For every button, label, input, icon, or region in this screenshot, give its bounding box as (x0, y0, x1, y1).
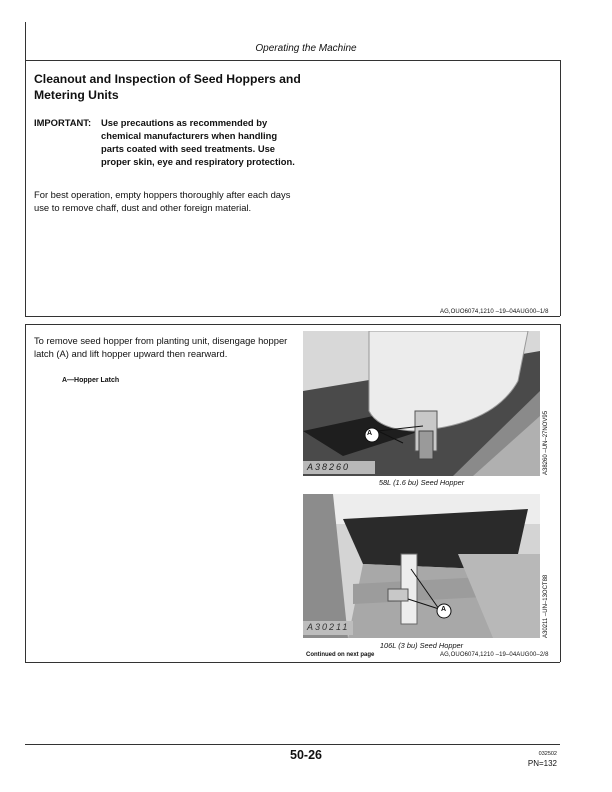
figure1-callout-label: A (367, 430, 373, 437)
page-number: 50-26 (290, 748, 322, 762)
figure2-caption: 106L (3 bu) Seed Hopper (379, 641, 464, 650)
figure-106l-seed-hopper (303, 494, 540, 638)
section2-ref: AG,OUO6074,1210 –19–04AUG00–2/8 (440, 652, 549, 658)
section2-paragraph: To remove seed hopper from planting unit, disengage hopper latch (A) and lift hopper upward then rearward. (34, 335, 288, 359)
figure2-image-code: A30211 (307, 622, 350, 632)
header-title: Operating the Machine (255, 43, 357, 54)
important-text: Use precautions as recommended by chemical manufacturers when handling parts coated with seed treatments. Use proper skin, eye and respiratory protection. (101, 117, 295, 167)
figure1-illustration (303, 331, 540, 476)
footer-code: 032502 (538, 751, 557, 757)
section-title: Cleanout and Inspection of Seed Hoppers and Metering Units (34, 72, 301, 102)
footer-pn: PN=132 (527, 759, 557, 768)
figure1-image-code: A38260 (307, 462, 351, 472)
footer-rule (25, 744, 560, 745)
figure1-caption: 58L (1.6 bu) Seed Hopper (378, 478, 465, 487)
section1-ref: AG,OUO6074,1210 –19–04AUG00–1/8 (440, 309, 549, 315)
figure-58l-seed-hopper (303, 331, 540, 476)
important-label: IMPORTANT: (34, 117, 92, 128)
figure1-vertical-code: A38260 –UN–27NOV95 (543, 410, 549, 475)
figure2-callout-label: A (441, 606, 447, 613)
continued-note: Continued on next page (306, 652, 375, 658)
section1-paragraph: For best operation, empty hoppers thoroughly after each days use to remove chaff, dust and other foreign material. (34, 189, 291, 213)
section2-bottom-rule (25, 662, 560, 663)
figure2-illustration (303, 494, 540, 638)
section1-bottom-rule (25, 316, 560, 317)
legend-hopper-latch: A—Hopper Latch (62, 377, 120, 384)
figure2-vertical-code: A30211 –UN–13OCT88 (543, 574, 549, 638)
header-frame (25, 22, 560, 60)
